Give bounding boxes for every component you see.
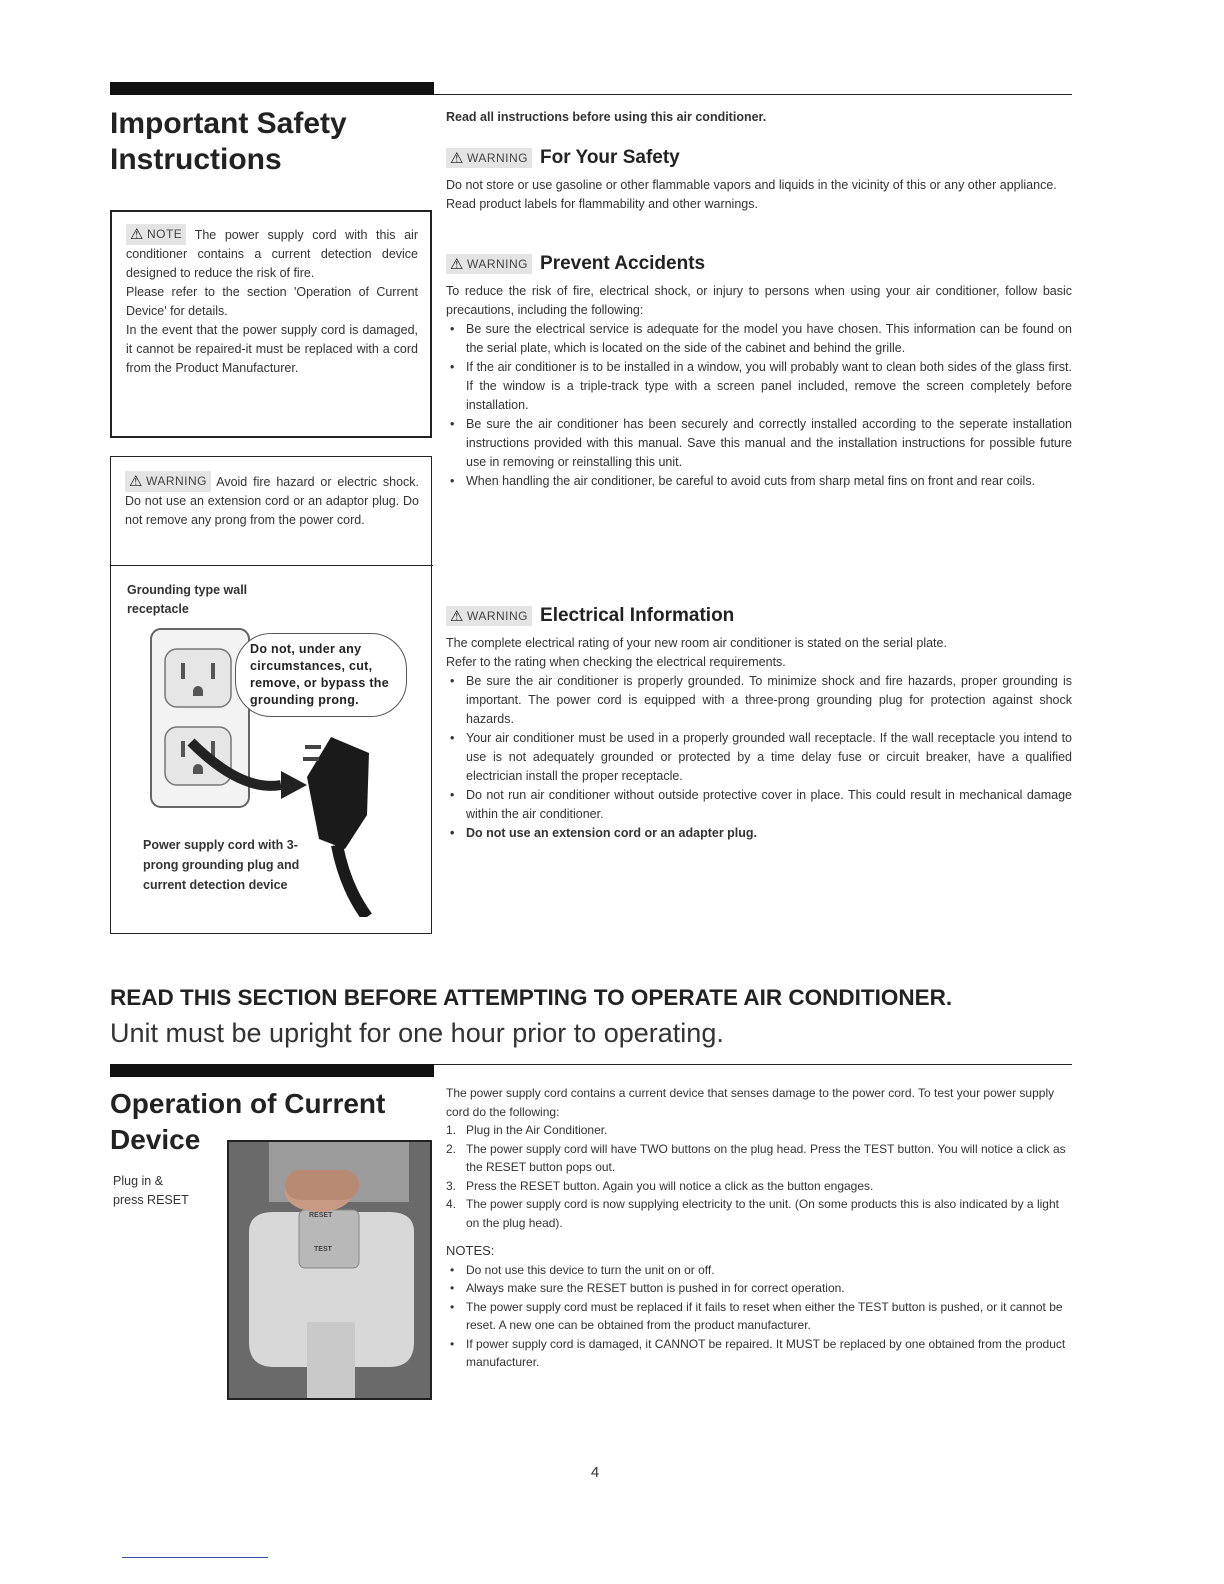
plug-photo-svg bbox=[229, 1142, 430, 1398]
list-item: • Always make sure the RESET button is pushed in for correct operation. bbox=[446, 1279, 1072, 1298]
warning-illustration-box bbox=[110, 456, 432, 934]
power-cord bbox=[337, 845, 367, 917]
list-item: • Your air conditioner must be used in a properly grounded wall receptacle. If the wall receptacle you intend to use is not adequately grounded or protected by a time delay fuse or circuit breaker, have a qualified electrician install the proper receptacle. bbox=[446, 729, 1072, 786]
step-item: 2. The power supply cord will have TWO buttons on the plug head. Press the TEST button. You will notice a click as the RESET button pops out. bbox=[446, 1141, 1066, 1174]
warning-tag: ⚠ WARNING bbox=[446, 254, 532, 274]
for-your-safety-header bbox=[446, 147, 680, 169]
grounding-callout: Do not, under any circumstances, cut, remove, or bypass the grounding prong. bbox=[250, 642, 389, 707]
note-damaged: In the event that the power supply cord is damaged, it cannot be repaired-it must be replaced with a cord from the Product Manufacturer. bbox=[126, 323, 418, 375]
section-bottom-rule bbox=[434, 1064, 1072, 1065]
outlet-top bbox=[165, 649, 231, 707]
step-item: 4. The power supply cord is now supplying electricity to the unit. (On some products this is also indicated by a light on the plug head). bbox=[446, 1197, 1059, 1230]
plug-head-photo bbox=[227, 1140, 432, 1400]
receptacle-label: Grounding type wall receptacle bbox=[127, 583, 248, 616]
warning-tag: ⚠ WARNING bbox=[446, 148, 532, 168]
warning-triangle-icon: ⚠ bbox=[450, 256, 464, 273]
step-item: 3. Press the RESET button. Again you will notice a click as the button engages. bbox=[446, 1178, 874, 1193]
list-item: • Be sure the air conditioner has been securely and correctly installed according to the seperate installation instructions provided with this manual. Save this manual and the installation instructions for possible future use in removing or reinstalling this unit. bbox=[446, 415, 1072, 472]
cord-label: Power supply cord with 3-prong grounding plug and current detection device bbox=[143, 838, 300, 892]
warning-triangle-icon: ⚠ bbox=[450, 150, 464, 167]
electrical-info-block bbox=[446, 634, 1072, 843]
electrical-info-title: Electrical Information bbox=[540, 605, 735, 626]
page-number: 4 bbox=[590, 1464, 600, 1481]
prevent-accidents-title: Prevent Accidents bbox=[540, 253, 706, 274]
prevent-accidents-block bbox=[446, 282, 1072, 491]
section-top-rule bbox=[434, 94, 1072, 95]
box-divider bbox=[111, 565, 433, 566]
list-item: • If power supply cord is damaged, it CANNOT be repaired. It MUST be replaced by one obtained from the product manufacturer. bbox=[446, 1335, 1072, 1372]
electrical-info-header bbox=[446, 605, 734, 627]
electrical-intro-2: Refer to the rating when checking the electrical requirements. bbox=[446, 655, 786, 669]
operation-text-block bbox=[446, 1084, 1072, 1372]
warning-box-text: ⚠ WARNING Avoid fire hazard or electric shock. Do not use an extension cord or an adaptor plug. Do not remove any prong from the power cord. bbox=[125, 473, 419, 527]
warning-triangle-icon: ⚠ bbox=[130, 226, 144, 243]
list-item: • Do not use this device to turn the unit on or off. bbox=[446, 1261, 1072, 1280]
note-text: The power supply cord with this air conditioner contains a current detection device designed to reduce the risk of fire. bbox=[126, 228, 418, 280]
for-your-safety-text: Do not store or use gasoline or other flammable vapors and liquids in the vicinity of this or any other appliance. Read product labels for flammability and other warnings. bbox=[446, 178, 1057, 211]
warning-triangle-icon: ⚠ bbox=[129, 473, 143, 490]
operation-steps bbox=[446, 1121, 1072, 1232]
for-your-safety-title: For Your Safety bbox=[540, 147, 680, 168]
footer-rule bbox=[122, 1557, 268, 1558]
list-item: • Do not use an extension cord or an adapter plug. bbox=[446, 824, 1072, 843]
electrical-list bbox=[446, 672, 1072, 843]
plug-in-label: Plug in & press RESET bbox=[113, 1174, 189, 1207]
read-all-instructions: Read all instructions before using this air conditioner. bbox=[446, 110, 767, 124]
notes-title: NOTES: bbox=[446, 1243, 495, 1258]
list-item: • Be sure the air conditioner is properly grounded. To minimize shock and fire hazards, proper grounding is important. The power cord is equipped with a three-prong grounding plug for protection against shock hazards. bbox=[446, 672, 1072, 729]
warning-tag: ⚠ WARNING bbox=[446, 606, 532, 626]
list-item: • When handling the air conditioner, be careful to avoid cuts from sharp metal fins on front and rear coils. bbox=[446, 472, 1072, 491]
list-item: • If the air conditioner is to be installed in a window, you will probably want to clean both sides of the glass first. If the window is a triple-track type with a screen panel included, remove the screen completely before installation. bbox=[446, 358, 1072, 415]
note-box bbox=[110, 210, 432, 438]
notes-list bbox=[446, 1261, 1072, 1372]
warning-tag: ⚠ WARNING bbox=[125, 471, 211, 492]
electrical-intro-1: The complete electrical rating of your new room air conditioner is stated on the serial plate. bbox=[446, 636, 947, 650]
list-item: • Do not run air conditioner without outside protective cover in place. This could result in mechanical damage within the air conditioner. bbox=[446, 786, 1072, 824]
step-item: 1. Plug in the Air Conditioner. bbox=[446, 1123, 608, 1137]
section-top-bar bbox=[110, 82, 434, 95]
operation-title: Operation of Current Device bbox=[110, 1088, 386, 1155]
section-bottom-bar bbox=[110, 1064, 434, 1077]
reset-button-label: RESET bbox=[309, 1212, 333, 1219]
plug-head bbox=[307, 737, 369, 849]
list-item: • Be sure the electrical service is adequate for the model you have chosen. This information can be found on the serial plate, which is located on the side of the cabinet and behind the grille. bbox=[446, 320, 1072, 358]
prevent-accidents-list bbox=[446, 320, 1072, 491]
prevent-accidents-header bbox=[446, 253, 705, 275]
operation-intro: The power supply cord contains a current device that senses damage to the power cord. To test your power supply cord do the following: bbox=[446, 1086, 1055, 1119]
read-section-headline: READ THIS SECTION BEFORE ATTEMPTING TO OPERATE AIR CONDITIONER. bbox=[110, 985, 953, 1010]
note-refer: Please refer to the section 'Operation of Current Device' for details. bbox=[126, 285, 418, 318]
test-button-label: TEST bbox=[314, 1246, 332, 1253]
note-tag: ⚠ NOTE bbox=[126, 224, 186, 245]
read-section-subline: Unit must be upright for one hour prior to operating. bbox=[110, 1018, 724, 1048]
grounding-callout-bubble bbox=[235, 633, 407, 717]
page-title: Important Safety Instructions bbox=[110, 107, 347, 176]
prevent-accidents-intro: To reduce the risk of fire, electrical shock, or injury to persons when using your air conditioner, follow basic precautions, including the following: bbox=[446, 284, 1072, 317]
outlet-bottom bbox=[165, 727, 231, 785]
list-item: • The power supply cord must be replaced if it fails to reset when either the TEST button is pushed, or it cannot be reset. A new one can be obtained from the product manufacturer. bbox=[446, 1298, 1072, 1335]
warning-triangle-icon: ⚠ bbox=[450, 608, 464, 625]
